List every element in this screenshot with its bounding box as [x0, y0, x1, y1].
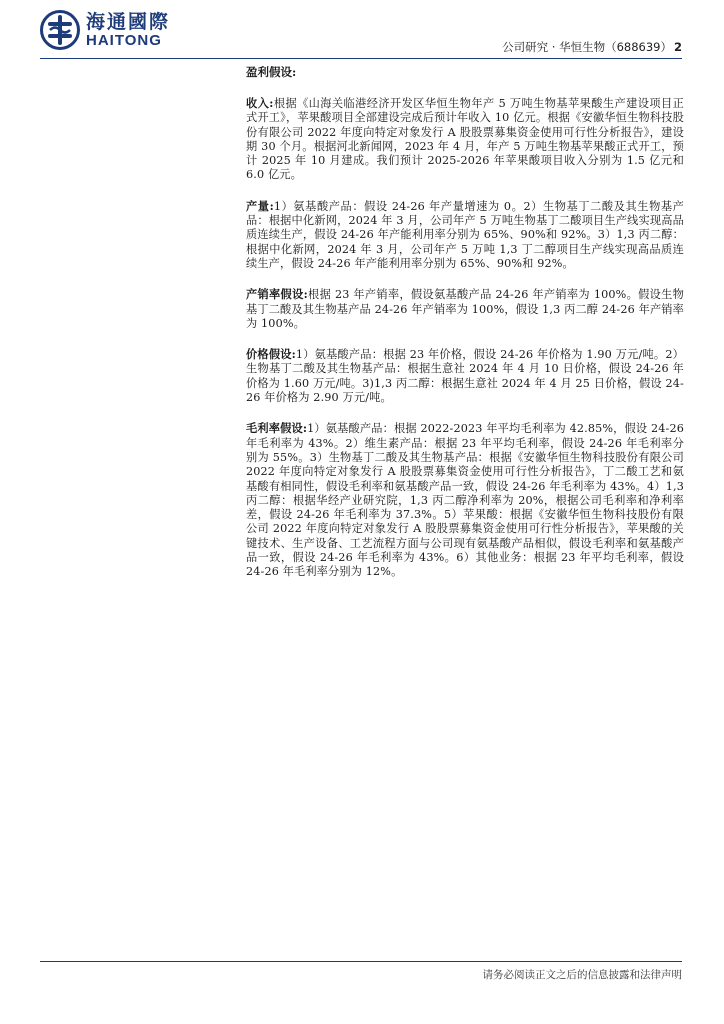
paragraph-lead: 产销率假设: [246, 287, 308, 302]
paragraph-lead: 收入: [246, 96, 274, 110]
report-title: 公司研究 · 华恒生物（688639） [502, 40, 672, 54]
footer-disclaimer: 请务必阅读正文之后的信息披露和法律声明 [482, 969, 682, 981]
paragraph-text: 1）氨基酸产品：根据 2022-2023 年平均毛利率为 42.85%，假设 24-26 年毛利率为 43%。2）维生素产品：根据 23 年平均毛利率，假设 24-26 年毛利率分别为 55%。3）生物基丁二酸及其生物基产品：根据《安徽华恒生物科技股份有限公司 2022 年度向特定对象发行 A 股股票募集资金使用可行性分析报告》，丁二酸工艺和氨基酸有相同性，假设毛利率和氨基酸产品一致，假设 24-26 年毛利率为 43%。4）1,3 丙二醇：根据华经产业研究院，1,3 丙二醇净利率为 20%，根据公司毛利率和净利率差，假设 24-26 年毛利率为 37.3%。5）苹果酸：根据《安徽华恒生物科技股份有限公司 2022 年度向特定对象发行 A 股股票募集资金使用可行性分析报告》，苹果酸的关键技术、生产设备、工艺流程方面与公司现有氨基酸产品相似，假设毛利率和氨基酸产品一致，假设 24-26 年毛利率为 43%。6）其他业务：根据 23 年平均毛利率，假设 24-26 年毛利率分别为 12%。 [246, 422, 685, 579]
paragraph-sales-rate [246, 287, 684, 331]
paragraph-price [246, 347, 684, 405]
report-info [502, 39, 682, 55]
paragraph-text: 根据 23 年产销率，假设氨基酸产品 24-26 年产销率为 100%。假设生物基丁二酸及其生物基产品 24-26 年产销率为 100%，假设 1,3 丙二醇 24-26 年产销率为 100%。 [246, 288, 684, 330]
paragraph-text: 1）氨基酸产品：根据 23 年价格，假设 24-26 年价格为 1.90 万元/吨。2）生物基丁二酸及其生物基产品：根据生意社 2024 年 4 月 10 日价格，假设 24-26 年价格为 1.60 万元/吨。3)1,3 丙二醇：根据生意社 2024 年 4 月 25 日价格，假设 24-26 年价格为 2.90 万元/吨。 [246, 348, 684, 405]
paragraph-lead: 价格假设: [246, 347, 296, 362]
header-divider [40, 58, 682, 59]
paragraph-lead: 毛利率假设: [246, 421, 308, 436]
paragraph-gross-margin [246, 421, 684, 579]
logo-english: HAITONG [86, 32, 162, 49]
section-title: 盈利假设: [246, 65, 297, 79]
logo-text [86, 11, 170, 49]
page-number: 2 [673, 40, 682, 54]
paragraph-text: 根据《山海关临港经济开发区华恒生物年产 5 万吨生物基苹果酸生产建设项目正式开工》，苹果酸项目全部建设完成后预计年收入 10 亿元。根据《安徽华恒生物科技股份有限公司 2022 年度向特定对象发行 A 股股票募集资金使用可行性分析报告》，建设期 30 个月。根据河北新闻网，2023 年 4 月，年产 5 万吨生物基苹果酸正式开工，预计 2025 年 10 月建成。我们预计 2025-2026 年苹果酸项目收入分别为 1.5 亿元和 6.0 亿元。 [246, 97, 684, 182]
logo-chinese: 海通國際 [86, 11, 171, 33]
main-content [246, 64, 684, 596]
paragraph-output [246, 199, 684, 271]
paragraph-revenue [246, 96, 684, 183]
footer-divider [40, 961, 682, 962]
paragraph-lead: 产量: [246, 198, 274, 213]
page-header [0, 0, 724, 70]
company-logo [40, 10, 170, 50]
haitong-logo-icon [40, 10, 80, 50]
paragraph-text: 1）氨基酸产品：假设 24-26 年产量增速为 0。2）生物基丁二酸及其生物基产品：根据中化新网，2024 年 3 月，公司年产 5 万吨生物基丁二酸项目生产线实现高品质连续生产，假设 24-26 年产能利用率分别为 65%、90%和 92%。3）1,3 丙二醇：根据中化新网，2024 年 3 月，公司年产 5 万吨 1,3 丁二醇项目生产线实现高品质连续生产，假设 24-26 年产能利用率分别为 65%、90%和 92%。 [246, 199, 684, 270]
